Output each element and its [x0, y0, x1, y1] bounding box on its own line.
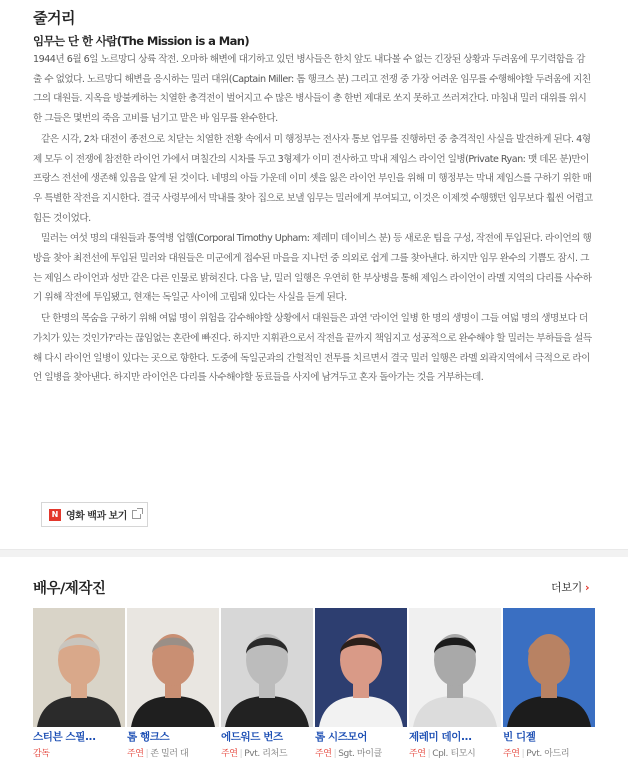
external-link-icon — [132, 510, 141, 519]
cast-name[interactable]: 제레미 데이... — [409, 731, 472, 743]
cast-role-line — [409, 746, 501, 759]
cast-role-line — [127, 746, 219, 759]
cast-character: Pvt. 아드리 — [526, 749, 570, 759]
cast-name[interactable]: 에드워드 번즈 — [221, 731, 283, 743]
role-separator: | — [333, 749, 337, 759]
cast-role: 주연 — [221, 749, 238, 759]
cast-card[interactable] — [221, 608, 313, 763]
synopsis-paragraph: 밀러는 여섯 명의 대원들과 통역병 업햄(Corporal Timothy Upham: 제레미 데이비스 분) 등 새로운 팀을 구성, 작전에 투입된다. 라이언의 행방을 찾아 최전선에 투입된 밀러와 대원들은 미군에게 접수된 마을을 지나던 중 의외로 쉽게 그를 찾아낸다. 하지만 임무 완수의 기쁨도 잠시. 그는 제임스 라이언과 성만 같은 다른 인물로 밝혀진다. 다음 날, 밀러 일행은 우연히 한 부상병을 통해 제임스 라이언이 라멜 지역의 다리를 사수하기 위해 작전에 투입됐고, 현재는 독일군 사이에 고립돼 있다는 사실을 듣게 된다. — [33, 233, 592, 304]
cast-name[interactable]: 빈 디젤 — [503, 731, 536, 743]
synopsis-subtitle: 임무는 단 한 사람(The Mission is a Man) — [33, 34, 249, 48]
cast-character: 존 밀러 대 — [150, 749, 189, 759]
cast-photo[interactable] — [409, 608, 501, 727]
cast-role: 주연 — [503, 749, 520, 759]
cast-card[interactable] — [127, 608, 219, 763]
cast-photo[interactable] — [33, 608, 125, 727]
cast-character: Sgt. 마이클 — [338, 749, 382, 759]
synopsis-body — [33, 50, 593, 389]
role-separator: | — [239, 749, 243, 759]
synopsis-paragraph: 단 한명의 목숨을 구하기 위해 여덟 명이 위험을 감수해야할 상황에서 대원들은 과연 '라이언 일병 한 명의 생명이 그들 여덟 명의 생명보다 더 가치가 있는 것인가?'라는 끊임없는 혼란에 빠진다. 하지만 지휘관으로서 작전을 끝까지 책임지고 성공적으로 완수해야 할 밀러는 부하들을 설득해 다시 라이언 일병이 있다는 곳으로 향한다. 도중에 독일군과의 간헐적인 전투를 치르면서 결국 밀러 일행은 라멜 외곽지역에서 극적으로 라이언 일병을 찾아낸다. 하지만 라이언은 다리를 사수해야할 동료들을 사지에 남겨두고 혼자 돌아가는 것을 거부하는데. — [33, 313, 592, 384]
role-separator: | — [427, 749, 431, 759]
movie-encyclopedia-label: 영화 백과 보기 — [66, 511, 127, 522]
cast-role: 감독 — [33, 749, 50, 759]
cast-section — [0, 557, 628, 763]
cast-role: 주연 — [409, 749, 426, 759]
synopsis-paragraph: 같은 시각, 2차 대전이 종전으로 치닫는 치열한 전황 속에서 미 행정부는 전사자 통보 업무를 진행하던 중 충격적인 사실을 발견하게 된다. 4형제 모두 이 전쟁에 참전한 라이언 가에서 며칠간의 시차를 두고 3형제가 이미 전사하고 막내 제임스 라이언 일병(Private Ryan: 맷 데몬 분)만이 프랑스 전선에 생존해 있음을 알게 된 것이다. 네명의 아들 가운데 이미 셋을 잃은 라이언 부인을 위해 미 행정부는 막내 제임스를 구하기 위한 매우 특별한 작전을 지시한다. 결국 사령부에서 막내를 찾아 집으로 보낼 임무는 밀러에게 부여되고, 이것은 이제껏 수행했던 임무보다 훨씬 어렵고 힘든 것이었다. — [33, 133, 593, 224]
cast-photo[interactable] — [221, 608, 313, 727]
cast-card[interactable] — [315, 608, 407, 763]
section-divider — [0, 549, 628, 557]
cast-character: Cpl. 티모시 — [432, 749, 476, 759]
cast-photo[interactable] — [503, 608, 595, 727]
cast-role-line — [33, 746, 125, 759]
cast-title: 배우/제작진 — [33, 581, 106, 597]
cast-card[interactable] — [409, 608, 501, 763]
cast-card[interactable] — [33, 608, 125, 763]
cast-role-line — [503, 746, 595, 759]
cast-card[interactable] — [503, 608, 595, 763]
chevron-right-icon: › — [584, 580, 590, 594]
naver-n-icon: N — [49, 509, 61, 521]
cast-role: 주연 — [315, 749, 332, 759]
cast-name[interactable]: 톰 행크스 — [127, 731, 170, 743]
synopsis-paragraph: 1944년 6월 6일 노르망디 상륙 작전. 오마하 해변에 대기하고 있던 병사들은 한치 앞도 내다볼 수 없는 긴장된 상황과 두려움에 무기력함을 감출 수 없었다. 노르망디 해변을 응시하는 밀러 대위(Captain Miller: 톰 행크스 분) 그리고 전쟁 중 가장 어려운 임무를 수행해야할 두려움에 지친 그의 대원들. 지옥을 방불케하는 치열한 총격전이 벌어지고 수 많은 병사들이 총 한번 제대로 쏘지 못하고 쓰러져간다. 마침내 밀러 대위를 위시한 그들은 몇번의 죽음 고비를 넘기고 맡은 바 임무를 완수한다. — [33, 54, 591, 125]
cast-character: Pvt. 리처드 — [244, 749, 288, 759]
more-label: 더보기 — [551, 581, 582, 594]
more-link[interactable] — [551, 579, 589, 595]
cast-photo[interactable] — [315, 608, 407, 727]
movie-encyclopedia-button[interactable] — [41, 502, 148, 527]
cast-name[interactable]: 톰 시즈모어 — [315, 731, 367, 743]
role-separator: | — [521, 749, 525, 759]
cast-role-line — [315, 746, 407, 759]
cast-list — [33, 608, 613, 763]
cast-role-line — [221, 746, 313, 759]
cast-name[interactable]: 스티븐 스필... — [33, 731, 96, 743]
role-separator: | — [145, 749, 149, 759]
cast-photo[interactable] — [127, 608, 219, 727]
cast-role: 주연 — [127, 749, 144, 759]
synopsis-title: 줄거리 — [33, 9, 75, 27]
